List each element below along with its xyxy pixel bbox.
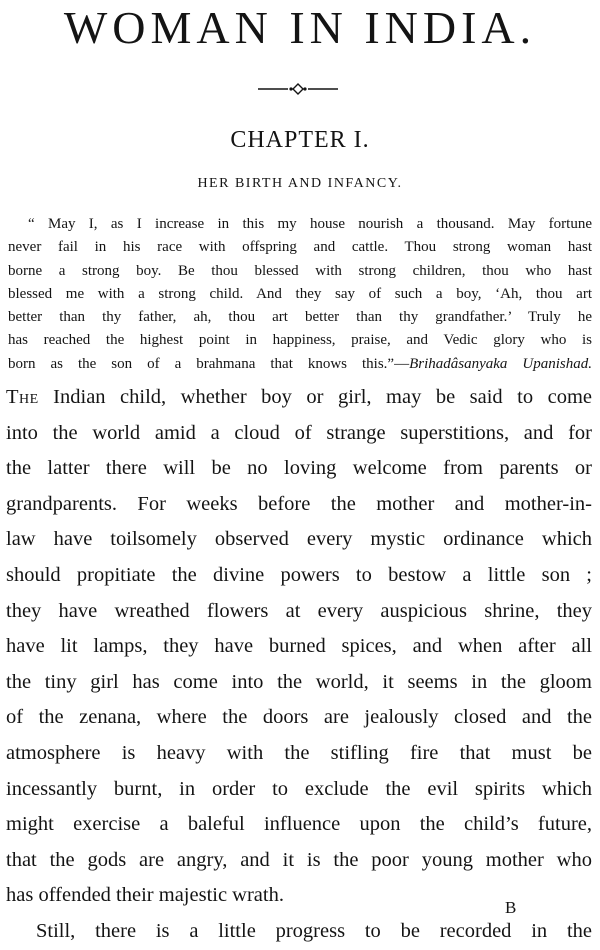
body-lead-word: The bbox=[6, 386, 39, 408]
body-line: law have toilsomely observed every mystic ordinance which bbox=[6, 528, 592, 551]
epigraph-line: never fail in his race with offspring and cattle. Thou strong woman hast bbox=[8, 239, 592, 256]
body-line: of the zenana, where the doors are jealously closed and the bbox=[6, 706, 592, 729]
body-paragraph-end: has offended their majestic wrath. bbox=[6, 884, 284, 907]
body-first-line-rest: Indian child, whether boy or girl, may be said to come bbox=[38, 386, 592, 408]
body-line: atmosphere is heavy with the stifling fire that must be bbox=[6, 741, 592, 764]
body-line: have lit lamps, they have burned spices, and when after all bbox=[6, 635, 592, 658]
epigraph-line: better than thy father, ah, thou art better than thy grandfather.’ Truly he bbox=[8, 309, 592, 326]
body-line: they have wreathed flowers at every auspicious shrine, they bbox=[6, 599, 592, 622]
epigraph-quote-end: born as the son of a brahmana that knows this.”— bbox=[8, 355, 410, 372]
body-next-paragraph: Still, there is a little progress to be recorded in the bbox=[36, 919, 592, 942]
body-line: grandparents. For weeks before the mother and mother-in- bbox=[6, 492, 592, 515]
epigraph-last-line bbox=[8, 353, 592, 376]
body-line: into the world amid a cloud of strange superstitions, and for bbox=[6, 421, 592, 444]
body-line: the latter there will be no loving welcome from parents or bbox=[6, 457, 592, 480]
epigraph-line: “ May I, as I increase in this my house nourish a thousand. May fortune bbox=[28, 216, 592, 232]
epigraph-source: Brihadâsanyaka Upanishad. bbox=[409, 355, 592, 372]
body-line: the tiny girl has come into the world, it seems in the gloom bbox=[6, 670, 592, 693]
body-text bbox=[6, 380, 592, 950]
signature-mark: B bbox=[505, 898, 517, 917]
ornament-rule-icon bbox=[258, 82, 338, 96]
book-title: WOMAN IN INDIA. bbox=[63, 2, 537, 53]
epigraph-line: borne a strong boy. Be thou blessed with strong children, thou who hast bbox=[8, 262, 592, 279]
chapter-heading: CHAPTER I. bbox=[230, 127, 370, 153]
chapter-subtitle: HER BIRTH AND INFANCY. bbox=[197, 176, 403, 191]
body-line: might exercise a baleful influence upon the child’s future, bbox=[6, 813, 592, 836]
body-line: incessantly burnt, in order to exclude the evil spirits which bbox=[6, 777, 592, 800]
body-line: that the gods are angry, and it is the poor young mother who bbox=[6, 848, 592, 871]
epigraph bbox=[8, 213, 592, 376]
body-line: should propitiate the divine powers to bestow a little son ; bbox=[6, 563, 592, 586]
body-first-line bbox=[6, 380, 592, 416]
epigraph-line: blessed me with a strong child. And they say of such a boy, ‘Ah, thou art bbox=[8, 285, 592, 302]
epigraph-line: has reached the highest point in happiness, praise, and Vedic glory who is bbox=[8, 332, 592, 349]
